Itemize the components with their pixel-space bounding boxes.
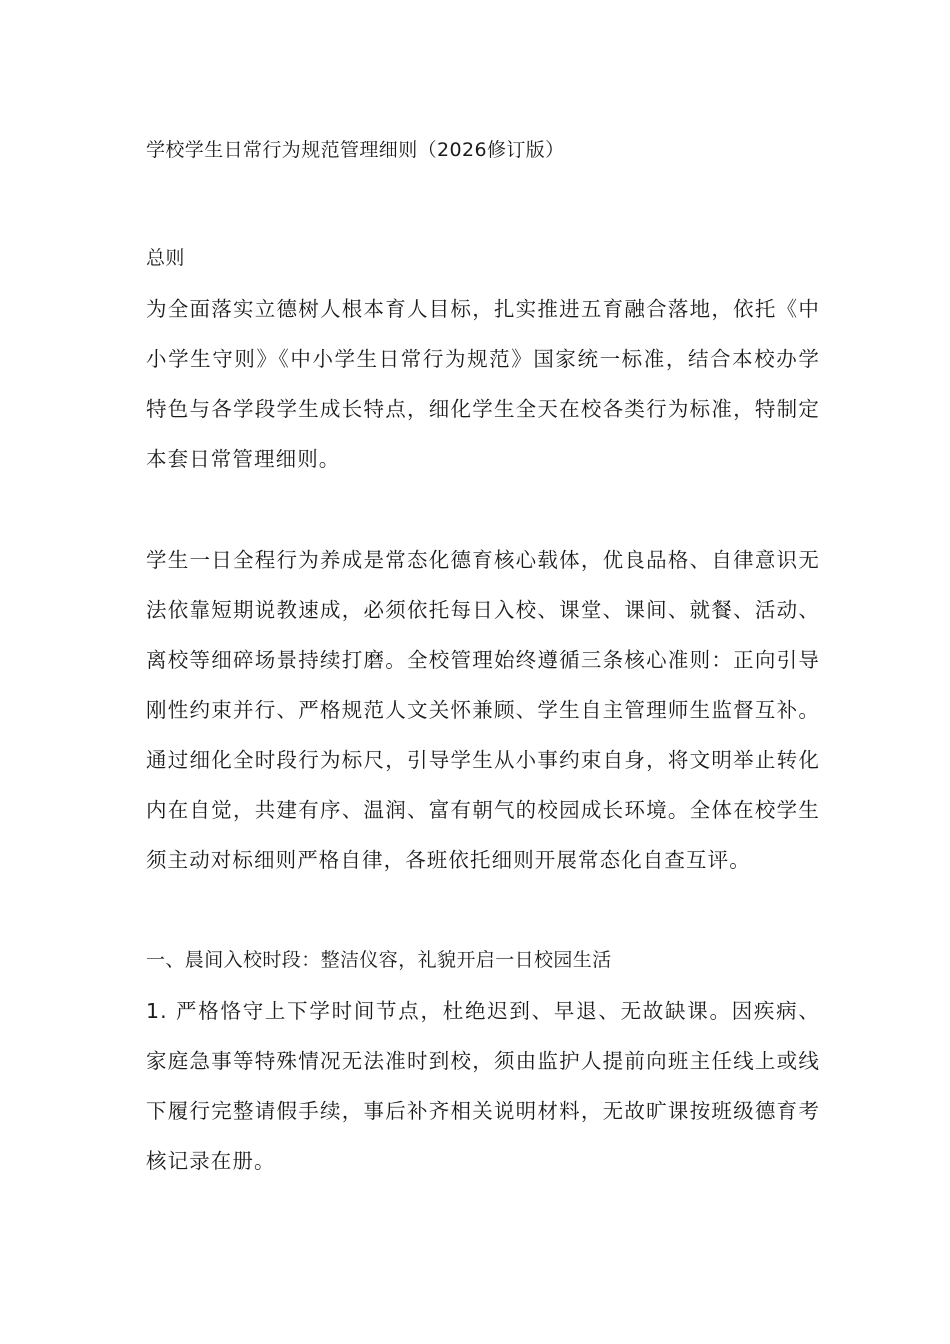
general-paragraph-2: 学生一日全程行为养成是常态化德育核心载体，优良品格、自律意识无法依靠短期说教速成，必须依托每日入校、课堂、课间、就餐、活动、离校等细碎场景持续打磨。全校管理始终遵循三条核心准则：正向引导刚性约束并行、严格规范人文关怀兼顾、学生自主管理师生监督互补。通过细化全时段行为标尺，引导学生从小事约束自身，将文明举止转化内在自觉，共建有序、温润、富有朝气的校园成长环境。全体在校学生须主动对标细则严格自律，各班依托细则开展常态化自查互评。 (146, 548, 820, 872)
document-title: 学校学生日常行为规范管理细则（2026修订版） (146, 139, 565, 161)
section1-item-1: 1. 严格恪守上下学时间节点，杜绝迟到、早退、无故缺课。因疾病、家庭急事等特殊情况无法准时到校，须由监护人提前向班主任线上或线下履行完整请假手续，事后补齐相关说明材料，无故旷课按班级德育考核记录在册。 (146, 999, 820, 1173)
general-paragraph-1: 为全面落实立德树人根本育人目标，扎实推进五育融合落地，依托《中小学生守则》《中小学生日常行为规范》国家统一标准，结合本校办学特色与各学段学生成长特点，细化学生全天在校各类行为标准，特制定本套日常管理细则。 (146, 297, 820, 471)
section1-heading: 一、晨间入校时段：整洁仪容，礼貌开启一日校园生活 (146, 949, 612, 971)
general-heading: 总则 (146, 247, 185, 269)
